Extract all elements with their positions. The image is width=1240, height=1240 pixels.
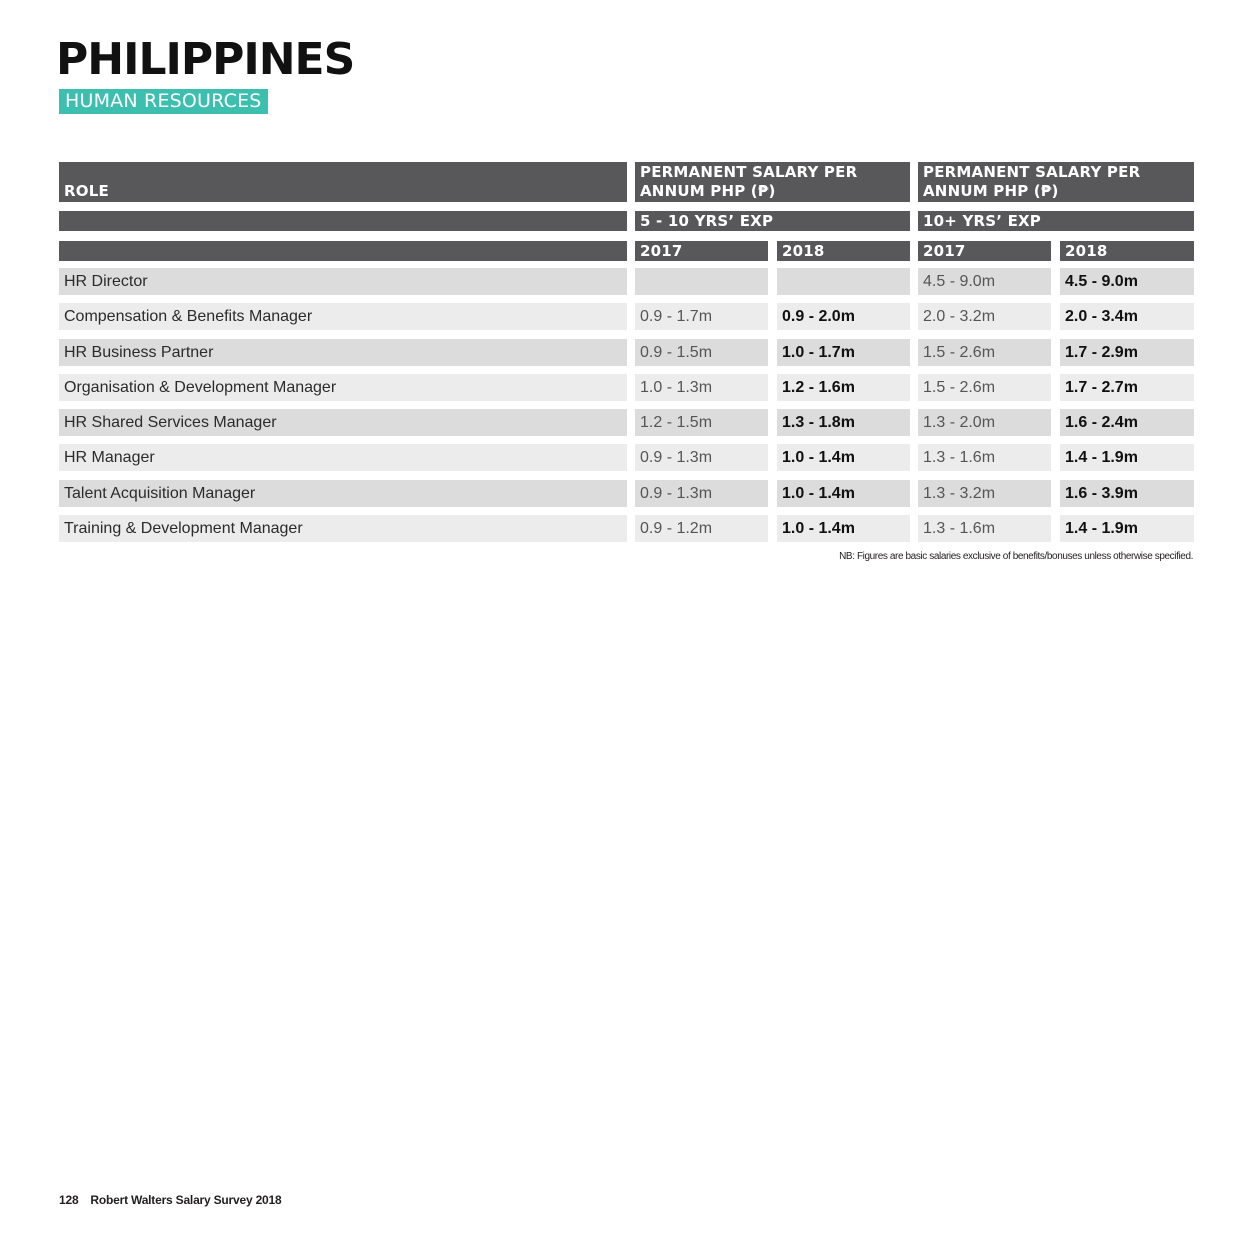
salary-cell: 1.5 - 2.6m: [918, 374, 1051, 401]
year-header: 2018: [1060, 241, 1194, 261]
header-spacer: [59, 211, 627, 231]
experience-header-2: 10+ YRS’ EXP: [918, 211, 1194, 231]
role-cell: HR Director: [59, 268, 627, 295]
salary-table-body: [0, 268, 1240, 550]
role-cell: Organisation & Development Manager: [59, 374, 627, 401]
salary-cell: 1.4 - 1.9m: [1060, 444, 1194, 471]
salary-cell: 0.9 - 1.3m: [635, 444, 768, 471]
page-number: 128: [59, 1193, 79, 1207]
page-title: PHILIPPINES: [56, 34, 355, 85]
salary-cell: 1.0 - 1.4m: [777, 480, 910, 507]
salary-cell: 2.0 - 3.2m: [918, 303, 1051, 330]
role-cell: HR Business Partner: [59, 339, 627, 366]
salary-cell: 1.2 - 1.6m: [777, 374, 910, 401]
table-row: [0, 515, 1240, 550]
salary-cell: 1.6 - 2.4m: [1060, 409, 1194, 436]
salary-cell: [777, 268, 910, 295]
table-row: [0, 444, 1240, 479]
table-row: [0, 374, 1240, 409]
table-row: [0, 268, 1240, 303]
salary-cell: 1.4 - 1.9m: [1060, 515, 1194, 542]
salary-cell: 0.9 - 1.7m: [635, 303, 768, 330]
table-row: [0, 409, 1240, 444]
year-header: 2017: [918, 241, 1051, 261]
year-header: 2018: [777, 241, 910, 261]
salary-cell: 1.6 - 3.9m: [1060, 480, 1194, 507]
salary-cell: 1.0 - 1.3m: [635, 374, 768, 401]
table-row: [0, 480, 1240, 515]
salary-cell: 1.7 - 2.7m: [1060, 374, 1194, 401]
salary-cell: 2.0 - 3.4m: [1060, 303, 1194, 330]
section-badge: HUMAN RESOURCES: [59, 89, 268, 114]
salary-group-header-2: PERMANENT SALARY PER ANNUM PHP (₱): [918, 162, 1194, 202]
table-row: [0, 339, 1240, 374]
salary-cell: 0.9 - 1.3m: [635, 480, 768, 507]
role-column-header: ROLE: [59, 162, 627, 202]
salary-cell: 1.0 - 1.7m: [777, 339, 910, 366]
salary-cell: 0.9 - 2.0m: [777, 303, 910, 330]
salary-cell: 1.3 - 2.0m: [918, 409, 1051, 436]
salary-cell: 1.0 - 1.4m: [777, 444, 910, 471]
salary-cell: 0.9 - 1.5m: [635, 339, 768, 366]
salary-cell: 1.7 - 2.9m: [1060, 339, 1194, 366]
publication-name: Robert Walters Salary Survey 2018: [90, 1193, 282, 1207]
table-row: [0, 303, 1240, 338]
role-cell: Compensation & Benefits Manager: [59, 303, 627, 330]
salary-cell: 1.3 - 1.6m: [918, 444, 1051, 471]
table-footnote: NB: Figures are basic salaries exclusive of benefits/bonuses unless otherwise specified.: [839, 551, 1193, 562]
salary-cell: 1.3 - 3.2m: [918, 480, 1051, 507]
salary-group-header-1: PERMANENT SALARY PER ANNUM PHP (₱): [635, 162, 910, 202]
salary-cell: 1.0 - 1.4m: [777, 515, 910, 542]
header-spacer: [59, 241, 627, 261]
salary-cell: 4.5 - 9.0m: [1060, 268, 1194, 295]
salary-cell: 4.5 - 9.0m: [918, 268, 1051, 295]
role-cell: HR Manager: [59, 444, 627, 471]
experience-header-1: 5 - 10 YRS’ EXP: [635, 211, 910, 231]
salary-cell: [635, 268, 768, 295]
role-cell: Talent Acquisition Manager: [59, 480, 627, 507]
page-footer: [59, 1193, 281, 1207]
salary-cell: 1.5 - 2.6m: [918, 339, 1051, 366]
role-cell: HR Shared Services Manager: [59, 409, 627, 436]
year-header: 2017: [635, 241, 768, 261]
role-cell: Training & Development Manager: [59, 515, 627, 542]
salary-cell: 1.2 - 1.5m: [635, 409, 768, 436]
salary-cell: 1.3 - 1.8m: [777, 409, 910, 436]
salary-cell: 1.3 - 1.6m: [918, 515, 1051, 542]
salary-cell: 0.9 - 1.2m: [635, 515, 768, 542]
